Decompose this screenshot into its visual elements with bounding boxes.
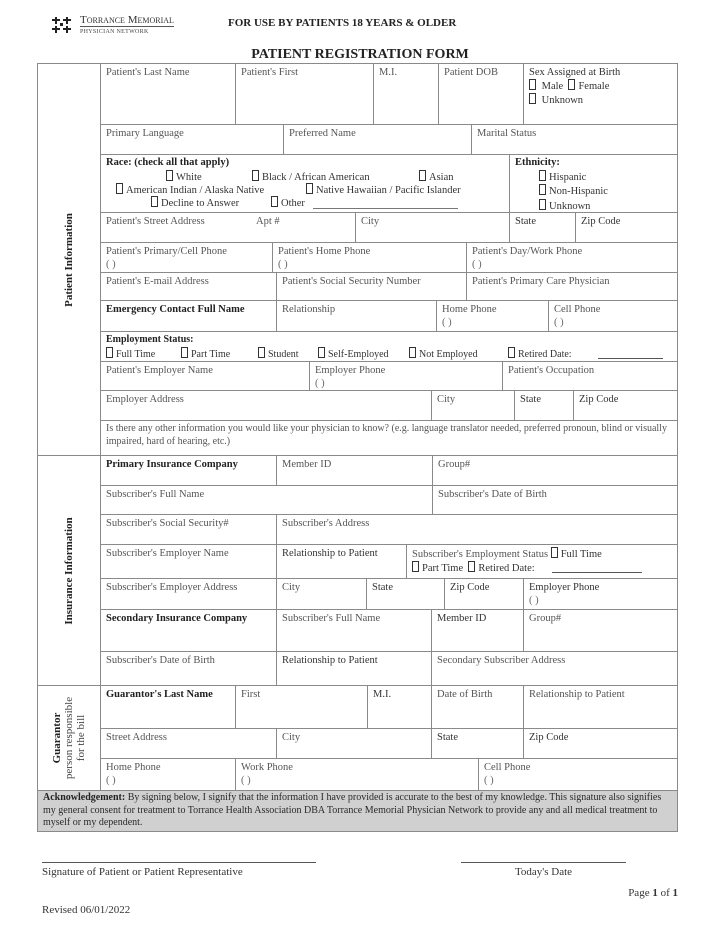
- checkbox-icon: [412, 561, 419, 572]
- sex-assigned-field: [523, 63, 678, 125]
- race-other-line: [313, 208, 458, 209]
- employment-option-part-time[interactable]: [181, 347, 230, 362]
- checkbox-icon: [508, 347, 515, 358]
- logo-mark-icon: [52, 15, 74, 35]
- section-patient-information: [37, 63, 101, 456]
- subscriber-dob-field[interactable]: [432, 485, 678, 515]
- secondary-group-label: Group#: [529, 613, 562, 624]
- emergency-cell-phone-label: Cell Phone: [554, 304, 601, 315]
- emergency-home-phone-label: Home Phone: [442, 304, 497, 315]
- phone-placeholder: ( ): [315, 378, 325, 389]
- sex-option-unknown-label: Unknown: [541, 95, 584, 106]
- sex-assigned-label: Sex Assigned at Birth: [529, 67, 621, 78]
- patient-cell-phone-label: Patient's Primary/Cell Phone: [106, 246, 227, 257]
- page-current: 1: [652, 887, 658, 899]
- section-label-guarantor-sub1: person responsible: [63, 696, 75, 780]
- patient-street-address-field[interactable]: [100, 212, 356, 243]
- patient-apt-label: Apt #: [256, 216, 280, 227]
- patient-state-field[interactable]: [509, 212, 576, 243]
- patient-last-name-label: Patient's Last Name: [106, 67, 190, 78]
- checkbox-icon: [468, 561, 475, 572]
- group-field[interactable]: [432, 455, 678, 486]
- patient-pcp-label: Patient's Primary Care Physician: [472, 276, 610, 287]
- ethnicity-option-hispanic-label: Hispanic: [549, 171, 587, 183]
- patient-dob-label: Patient DOB: [444, 67, 498, 78]
- acknowledgement-text: By signing below, I signify that the information I have provided is accurate to the best of my knowledge. This signature also signifies my general consent for treatment to Torrance Health Association DBA Torrance Memorial Physician Network to provide any and all medical treatment to myself or my dependent.: [43, 792, 662, 828]
- race-option-american-indian-label: American Indian / Alaska Native: [126, 185, 265, 196]
- patient-email-field[interactable]: [100, 272, 277, 301]
- primary-insurance-company-label: Primary Insurance Company: [106, 459, 238, 470]
- preferred-name-field[interactable]: [283, 124, 472, 155]
- checkbox-icon: [166, 170, 173, 181]
- phone-placeholder: ( ): [278, 259, 288, 270]
- guarantor-state-field[interactable]: [431, 728, 524, 759]
- sex-option-female[interactable]: [566, 81, 610, 92]
- race-label: Race: (check all that apply): [106, 157, 230, 168]
- sub-emp-option-full-time-label: Full Time: [560, 549, 602, 560]
- race-option-other-label: Other: [281, 198, 305, 209]
- checkbox-icon: [419, 170, 426, 181]
- patient-ssn-field[interactable]: [276, 272, 467, 301]
- employer-address-field[interactable]: [100, 390, 432, 421]
- phone-placeholder: ( ): [106, 775, 116, 786]
- patient-mi-label: M.I.: [379, 67, 398, 78]
- other-info-field[interactable]: [100, 420, 678, 456]
- sex-option-unknown[interactable]: [529, 95, 583, 106]
- section-guarantor: [37, 685, 101, 791]
- retired-date-line[interactable]: [598, 358, 663, 359]
- section-label-guarantor: Guarantor: [51, 712, 63, 764]
- employer-name-label: Patient's Employer Name: [106, 365, 213, 376]
- subscriber-ssn-label: Subscriber's Social Security#: [106, 518, 229, 529]
- ethnicity-option-non-hispanic[interactable]: [515, 184, 672, 199]
- checkbox-icon: [258, 347, 265, 358]
- marital-status-field[interactable]: [471, 124, 678, 155]
- patient-email-label: Patient's E-mail Address: [106, 276, 209, 287]
- guarantor-city-label: City: [282, 732, 301, 743]
- subscriber-employer-name-field[interactable]: [100, 544, 277, 579]
- signature-label: Signature of Patient or Patient Representative: [42, 866, 243, 878]
- insurance-city-label: City: [282, 582, 301, 593]
- subscriber-address-field[interactable]: [276, 514, 678, 545]
- emergency-relationship-field[interactable]: [276, 300, 437, 332]
- sex-option-male[interactable]: [529, 81, 563, 92]
- secondary-member-id-label: Member ID: [437, 613, 487, 624]
- section-label-guarantor-group: [51, 697, 87, 779]
- subscriber-dob-label: Subscriber's Date of Birth: [438, 489, 547, 500]
- guarantor-work-phone-label: Work Phone: [241, 762, 293, 773]
- employment-option-not-employed[interactable]: [409, 347, 478, 362]
- sub-emp-option-part-time[interactable]: [412, 563, 463, 574]
- guarantor-city-field[interactable]: [276, 728, 432, 759]
- secondary-subscriber-dob-field[interactable]: [100, 651, 277, 686]
- employment-option-self-employed[interactable]: [318, 347, 389, 362]
- guarantor-dob-label: Date of Birth: [437, 689, 493, 700]
- sex-option-female-label: Female: [578, 81, 610, 92]
- checkbox-icon: [568, 79, 575, 90]
- primary-language-label: Primary Language: [106, 128, 184, 139]
- ethnicity-label: Ethnicity:: [515, 157, 560, 168]
- guarantor-cell-phone-field[interactable]: [478, 758, 678, 791]
- emergency-home-phone-field[interactable]: [436, 300, 549, 332]
- patient-home-phone-label: Patient's Home Phone: [278, 246, 371, 257]
- race-option-native-hawaiian[interactable]: [306, 183, 461, 198]
- employment-option-self-employed-label: Self-Employed: [328, 349, 389, 360]
- page-total: 1: [672, 887, 678, 899]
- patient-ssn-label: Patient's Social Security Number: [282, 276, 421, 287]
- secondary-subscriber-dob-label: Subscriber's Date of Birth: [106, 655, 215, 666]
- ethnicity-field: [509, 154, 678, 213]
- checkbox-icon: [306, 183, 313, 194]
- guarantor-dob-field[interactable]: [431, 685, 524, 729]
- guarantor-cell-phone-label: Cell Phone: [484, 762, 531, 773]
- patient-city-label: City: [361, 216, 380, 227]
- patient-work-phone-field[interactable]: [466, 242, 678, 273]
- patient-last-name-field[interactable]: [100, 63, 236, 125]
- insurance-city-field[interactable]: [276, 578, 367, 610]
- other-info-label: Is there any other information you would like your physician to know? (e.g. language translator needed, preferred pronoun, blind or visually impaired, hard of hearing, etc.): [106, 423, 667, 447]
- patient-first-name-field[interactable]: [235, 63, 374, 125]
- subscriber-ssn-field[interactable]: [100, 514, 277, 545]
- primary-language-field[interactable]: [100, 124, 284, 155]
- subscriber-employment-status-label: Subscriber's Employment Status: [412, 549, 549, 560]
- secondary-member-id-field[interactable]: [431, 609, 524, 652]
- employer-name-field[interactable]: [100, 361, 310, 391]
- employment-option-retired-label: Retired Date:: [518, 349, 572, 360]
- subscriber-address-label: Subscriber's Address: [282, 518, 370, 529]
- guarantor-first-field[interactable]: [235, 685, 368, 729]
- guarantor-relationship-label: Relationship to Patient: [529, 689, 625, 700]
- sub-emp-option-retired-label: Retired Date:: [478, 563, 535, 574]
- employer-phone-field[interactable]: [309, 361, 503, 391]
- guarantor-zip-label: Zip Code: [529, 732, 569, 743]
- subscriber-employment-status-field: [406, 544, 678, 579]
- logo: [52, 14, 192, 38]
- patient-zip-field[interactable]: [575, 212, 678, 243]
- employer-zip-field[interactable]: [573, 390, 678, 421]
- race-field: [100, 154, 510, 213]
- logo-name: Torrance Memorial: [80, 14, 174, 26]
- employment-option-part-time-label: Part Time: [191, 349, 231, 360]
- guarantor-first-label: First: [241, 689, 261, 700]
- date-label: Today's Date: [514, 866, 573, 878]
- insurance-state-label: State: [372, 582, 393, 593]
- marital-status-label: Marital Status: [477, 128, 537, 139]
- race-option-black-label: Black / African American: [262, 172, 370, 183]
- employment-option-full-time-label: Full Time: [116, 349, 156, 360]
- employment-status-label: Employment Status:: [106, 334, 194, 345]
- employer-state-label: State: [520, 394, 541, 405]
- employment-option-full-time[interactable]: [106, 347, 155, 362]
- patient-street-address-label: Patient's Street Address: [106, 216, 205, 227]
- checkbox-icon: [181, 347, 188, 358]
- section-insurance-information: [37, 455, 101, 686]
- insurance-employer-phone-field[interactable]: [523, 578, 678, 610]
- logo-subtitle: PHYSICIAN NETWORK: [80, 29, 149, 35]
- patient-zip-label: Zip Code: [581, 216, 621, 227]
- phone-placeholder: ( ): [529, 595, 539, 606]
- employer-state-field[interactable]: [514, 390, 574, 421]
- secondary-subscriber-address-field[interactable]: [431, 651, 678, 686]
- patient-pcp-field[interactable]: [466, 272, 678, 301]
- group-label: Group#: [438, 459, 471, 470]
- secondary-subscriber-full-name-label: Subscriber's Full Name: [282, 613, 381, 624]
- phone-placeholder: ( ): [241, 775, 251, 786]
- patient-mi-field[interactable]: [373, 63, 439, 125]
- checkbox-icon: [529, 93, 536, 104]
- ethnicity-option-hispanic[interactable]: [515, 170, 672, 185]
- checkbox-icon: [271, 196, 278, 207]
- employer-city-label: City: [437, 394, 456, 405]
- page-of: of: [657, 887, 673, 899]
- patient-cell-phone-field[interactable]: [100, 242, 273, 273]
- sub-emp-option-part-time-label: Part Time: [422, 563, 464, 574]
- subscriber-employer-address-label: Subscriber's Employer Address: [106, 582, 238, 593]
- secondary-relationship-label: Relationship to Patient: [282, 655, 378, 666]
- employment-status-field: [100, 331, 678, 362]
- secondary-insurance-company-label: Secondary Insurance Company: [106, 613, 248, 624]
- patient-home-phone-field[interactable]: [272, 242, 467, 273]
- patient-work-phone-label: Patient's Day/Work Phone: [472, 246, 583, 257]
- primary-insurance-company-field[interactable]: [100, 455, 277, 486]
- employer-city-field[interactable]: [431, 390, 515, 421]
- secondary-subscriber-full-name-field[interactable]: [276, 609, 432, 652]
- occupation-field[interactable]: [502, 361, 678, 391]
- age-notice: FOR USE BY PATIENTS 18 YEARS & OLDER: [228, 17, 457, 29]
- emergency-cell-phone-field[interactable]: [548, 300, 678, 332]
- date-line[interactable]: [461, 862, 626, 863]
- employer-zip-label: Zip Code: [579, 394, 619, 405]
- relationship-to-patient-field[interactable]: [276, 544, 407, 579]
- insurance-employer-phone-label: Employer Phone: [529, 582, 600, 593]
- subscriber-full-name-label: Subscriber's Full Name: [106, 489, 205, 500]
- checkbox-icon: [409, 347, 416, 358]
- secondary-insurance-company-field[interactable]: [100, 609, 277, 652]
- page-number: [628, 887, 678, 899]
- subscriber-full-name-field[interactable]: [100, 485, 433, 515]
- acknowledgement-label: Acknowledgement:: [43, 792, 126, 803]
- insurance-zip-label: Zip Code: [450, 582, 490, 593]
- guarantor-last-name-field[interactable]: [100, 685, 236, 729]
- checkbox-icon: [252, 170, 259, 181]
- emergency-contact-field[interactable]: [100, 300, 277, 332]
- section-label-patient: Patient Information: [63, 212, 75, 307]
- patient-first-name-label: Patient's First: [241, 67, 299, 78]
- phone-placeholder: ( ): [554, 317, 564, 328]
- secondary-group-field[interactable]: [523, 609, 678, 652]
- checkbox-icon: [151, 196, 158, 207]
- employment-option-retired[interactable]: [508, 347, 572, 362]
- member-id-label: Member ID: [282, 459, 332, 470]
- member-id-field[interactable]: [276, 455, 433, 486]
- guarantor-street-label: Street Address: [106, 732, 167, 743]
- secondary-relationship-field[interactable]: [276, 651, 432, 686]
- race-option-white-label: White: [176, 172, 202, 183]
- section-label-insurance: Insurance Information: [63, 516, 75, 625]
- phone-placeholder: ( ): [442, 317, 452, 328]
- guarantor-last-name-label: Guarantor's Last Name: [106, 689, 213, 700]
- page-title: PATIENT REGISTRATION FORM: [251, 47, 469, 62]
- patient-city-field[interactable]: [355, 212, 510, 243]
- patient-dob-field[interactable]: [438, 63, 524, 125]
- preferred-name-label: Preferred Name: [289, 128, 356, 139]
- emergency-relationship-label: Relationship: [282, 304, 336, 315]
- employment-option-not-employed-label: Not Employed: [419, 349, 478, 360]
- page-prefix: Page: [628, 887, 653, 899]
- guarantor-zip-field[interactable]: [523, 728, 678, 759]
- checkbox-icon: [551, 547, 558, 558]
- secondary-subscriber-address-label: Secondary Subscriber Address: [437, 655, 566, 666]
- checkbox-icon: [318, 347, 325, 358]
- patient-state-label: State: [515, 216, 536, 227]
- employer-phone-label: Employer Phone: [315, 365, 386, 376]
- signature-line[interactable]: [42, 862, 316, 863]
- sub-emp-option-retired[interactable]: [468, 563, 534, 574]
- acknowledgement-box: [37, 790, 678, 832]
- revised-date: Revised 06/01/2022: [42, 904, 131, 916]
- race-option-native-hawaiian-label: Native Hawaiian / Pacific Islander: [316, 185, 461, 196]
- race-option-decline[interactable]: [151, 196, 239, 211]
- subscriber-employer-name-label: Subscriber's Employer Name: [106, 548, 229, 559]
- phone-placeholder: ( ): [472, 259, 482, 270]
- employment-option-student[interactable]: [258, 347, 299, 362]
- phone-placeholder: ( ): [484, 775, 494, 786]
- race-option-asian-label: Asian: [429, 172, 454, 183]
- ethnicity-option-unknown-label: Unknown: [549, 200, 591, 212]
- ethnicity-option-unknown[interactable]: [515, 199, 672, 214]
- employer-address-label: Employer Address: [106, 394, 184, 405]
- checkbox-icon: [539, 184, 546, 195]
- race-option-decline-label: Decline to Answer: [161, 198, 240, 209]
- section-label-guarantor-sub2: for the bill: [75, 714, 87, 762]
- insurance-state-field[interactable]: [366, 578, 445, 610]
- insurance-zip-field[interactable]: [444, 578, 524, 610]
- guarantor-work-phone-field[interactable]: [235, 758, 479, 791]
- guarantor-home-phone-field[interactable]: [100, 758, 236, 791]
- checkbox-icon: [539, 199, 546, 210]
- sub-emp-option-full-time[interactable]: [551, 549, 602, 560]
- checkbox-icon: [106, 347, 113, 358]
- sub-retired-date-line[interactable]: [552, 572, 642, 573]
- emergency-contact-label: Emergency Contact Full Name: [106, 304, 245, 315]
- guarantor-street-field[interactable]: [100, 728, 277, 759]
- ethnicity-option-non-hispanic-label: Non-Hispanic: [549, 186, 608, 197]
- guarantor-home-phone-label: Home Phone: [106, 762, 161, 773]
- guarantor-state-label: State: [437, 732, 458, 743]
- phone-placeholder: ( ): [106, 259, 116, 270]
- checkbox-icon: [529, 79, 536, 90]
- checkbox-icon: [539, 170, 546, 181]
- guarantor-mi-field[interactable]: [367, 685, 432, 729]
- subscriber-employer-address-field[interactable]: [100, 578, 277, 610]
- guarantor-mi-label: M.I.: [373, 689, 392, 700]
- sex-option-male-label: Male: [541, 81, 564, 92]
- checkbox-icon: [116, 183, 123, 194]
- relationship-to-patient-label: Relationship to Patient: [282, 548, 378, 559]
- race-option-other[interactable]: [271, 196, 305, 211]
- occupation-label: Patient's Occupation: [508, 365, 595, 376]
- employment-option-student-label: Student: [268, 349, 299, 360]
- guarantor-relationship-field[interactable]: [523, 685, 678, 729]
